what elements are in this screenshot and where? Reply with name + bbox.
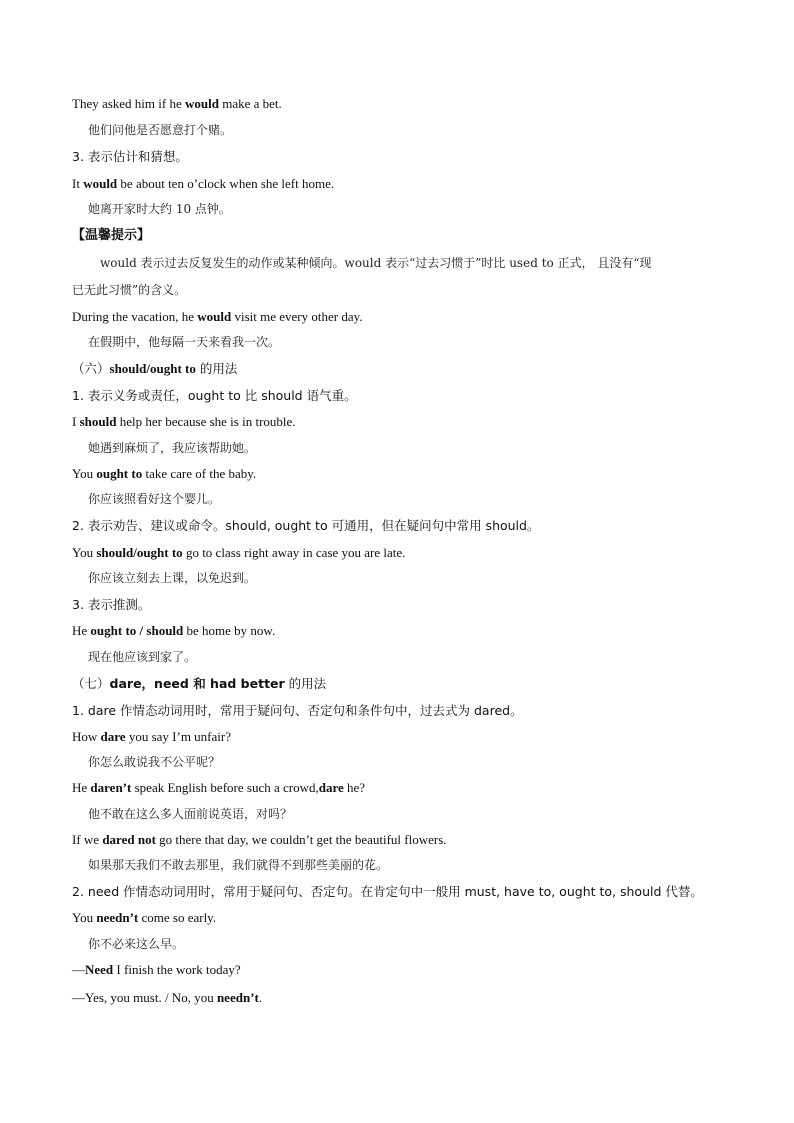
text: 的用法 bbox=[195, 361, 238, 376]
text: — bbox=[72, 962, 85, 977]
usage-heading: 2. 表示劝告、建议或命令。should, ought to 可通用，但在疑问句中常用 should。 bbox=[72, 518, 540, 533]
usage-heading: 3. 表示推测。 bbox=[72, 597, 151, 612]
usage-heading: 3. 表示估计和猜想。 bbox=[72, 149, 188, 164]
text: make a bet. bbox=[218, 96, 282, 111]
keyword: should/ought to bbox=[96, 545, 183, 560]
text: I finish the work today? bbox=[113, 962, 241, 977]
section-heading bbox=[72, 676, 326, 692]
section-heading bbox=[72, 361, 237, 377]
keyword: dare bbox=[318, 780, 344, 795]
text: He bbox=[72, 623, 91, 638]
text: go there that day, we couldn’t get the beautiful flowers. bbox=[155, 832, 447, 847]
keyword: needn’t bbox=[216, 990, 259, 1005]
text: speak English before such a crowd, bbox=[131, 780, 319, 795]
keyword: would bbox=[197, 309, 232, 324]
translation: 他们问他是否愿意打个赌。 bbox=[88, 123, 233, 137]
example-sentence bbox=[72, 545, 405, 561]
example-sentence bbox=[72, 176, 334, 192]
translation: 你应该立刻去上课，以免迟到。 bbox=[88, 571, 257, 585]
usage-heading: 1. 表示义务或责任，ought to 比 should 语气重。 bbox=[72, 388, 357, 403]
keyword: would bbox=[83, 176, 118, 191]
text: he? bbox=[343, 780, 366, 795]
keyword: dared not bbox=[102, 832, 156, 847]
text: （七） bbox=[72, 676, 110, 691]
keyword: dare，need 和 had better bbox=[109, 676, 285, 691]
keyword: needn’t bbox=[96, 910, 139, 925]
example-sentence bbox=[72, 466, 256, 482]
tip-text: would 表示过去反复发生的动作或某种倾向。would 表示“过去习惯于”时比 used to 正式， 且没有“现 bbox=[100, 256, 652, 270]
keyword: daren’t bbox=[90, 780, 132, 795]
dialogue-line bbox=[72, 990, 262, 1006]
usage-heading: 1. dare 作情态动词用时，常用于疑问句、否定句和条件句中，过去式为 dared。 bbox=[72, 703, 523, 718]
text: You bbox=[72, 545, 97, 560]
example-sentence bbox=[72, 96, 282, 112]
text: . bbox=[258, 990, 263, 1005]
keyword: should/ought to bbox=[109, 361, 196, 376]
example-sentence bbox=[72, 780, 365, 796]
translation: 如果那天我们不敢去那里，我们就得不到那些美丽的花。 bbox=[88, 858, 389, 872]
example-sentence bbox=[72, 623, 275, 639]
text: take care of the baby. bbox=[142, 466, 257, 481]
keyword: would bbox=[185, 96, 219, 111]
example-sentence bbox=[72, 910, 216, 926]
translation: 你应该照看好这个婴儿。 bbox=[88, 492, 221, 506]
tip-heading: 【温馨提示】 bbox=[72, 228, 151, 243]
text: come so early. bbox=[138, 910, 217, 925]
text: I bbox=[72, 414, 80, 429]
text: be about ten o’clock when she left home. bbox=[117, 176, 335, 191]
text: They asked him if he bbox=[72, 96, 185, 111]
text: help her because she is in trouble. bbox=[116, 414, 296, 429]
text: He bbox=[72, 780, 91, 795]
usage-heading: 2. need 作情态动词用时，常用于疑问句、否定句。在肯定句中一般用 must, have to, ought to, should 代替。 bbox=[72, 884, 703, 899]
text: visit me every other day. bbox=[231, 309, 363, 324]
translation: 你不必来这么早。 bbox=[88, 937, 185, 951]
keyword: dare bbox=[100, 729, 126, 744]
dialogue-line bbox=[72, 962, 241, 978]
tip-text-continued: 已无此习惯”的含义。 bbox=[72, 283, 187, 297]
translation: 她遇到麻烦了，我应该帮助她。 bbox=[88, 441, 257, 455]
translation: 在假期中，他每隔一天来看我一次。 bbox=[88, 335, 281, 349]
text: It bbox=[72, 176, 84, 191]
text: —Yes, you must. / No, you bbox=[72, 990, 217, 1005]
text: You bbox=[72, 466, 97, 481]
text: 的用法 bbox=[284, 676, 327, 691]
keyword: ought to bbox=[96, 466, 143, 481]
text: If we bbox=[72, 832, 103, 847]
keyword: should bbox=[79, 414, 117, 429]
text: During the vacation, he bbox=[72, 309, 198, 324]
example-sentence bbox=[72, 729, 231, 745]
text: How bbox=[72, 729, 101, 744]
example-sentence bbox=[72, 832, 447, 848]
translation: 她离开家时大约 10 点钟。 bbox=[88, 202, 231, 216]
example-sentence bbox=[72, 414, 296, 430]
text: go to class right away in case you are late. bbox=[182, 545, 406, 560]
text: You bbox=[72, 910, 97, 925]
keyword: Need bbox=[85, 962, 114, 977]
text: be home by now. bbox=[183, 623, 276, 638]
keyword: ought to / should bbox=[90, 623, 184, 638]
translation: 现在他应该到家了。 bbox=[88, 650, 197, 664]
translation: 他不敢在这么多人面前说英语，对吗？ bbox=[88, 807, 293, 821]
translation: 你怎么敢说我不公平呢？ bbox=[88, 755, 221, 769]
example-sentence bbox=[72, 309, 363, 325]
text: you say I’m unfair? bbox=[125, 729, 231, 744]
text: （六） bbox=[72, 361, 110, 376]
